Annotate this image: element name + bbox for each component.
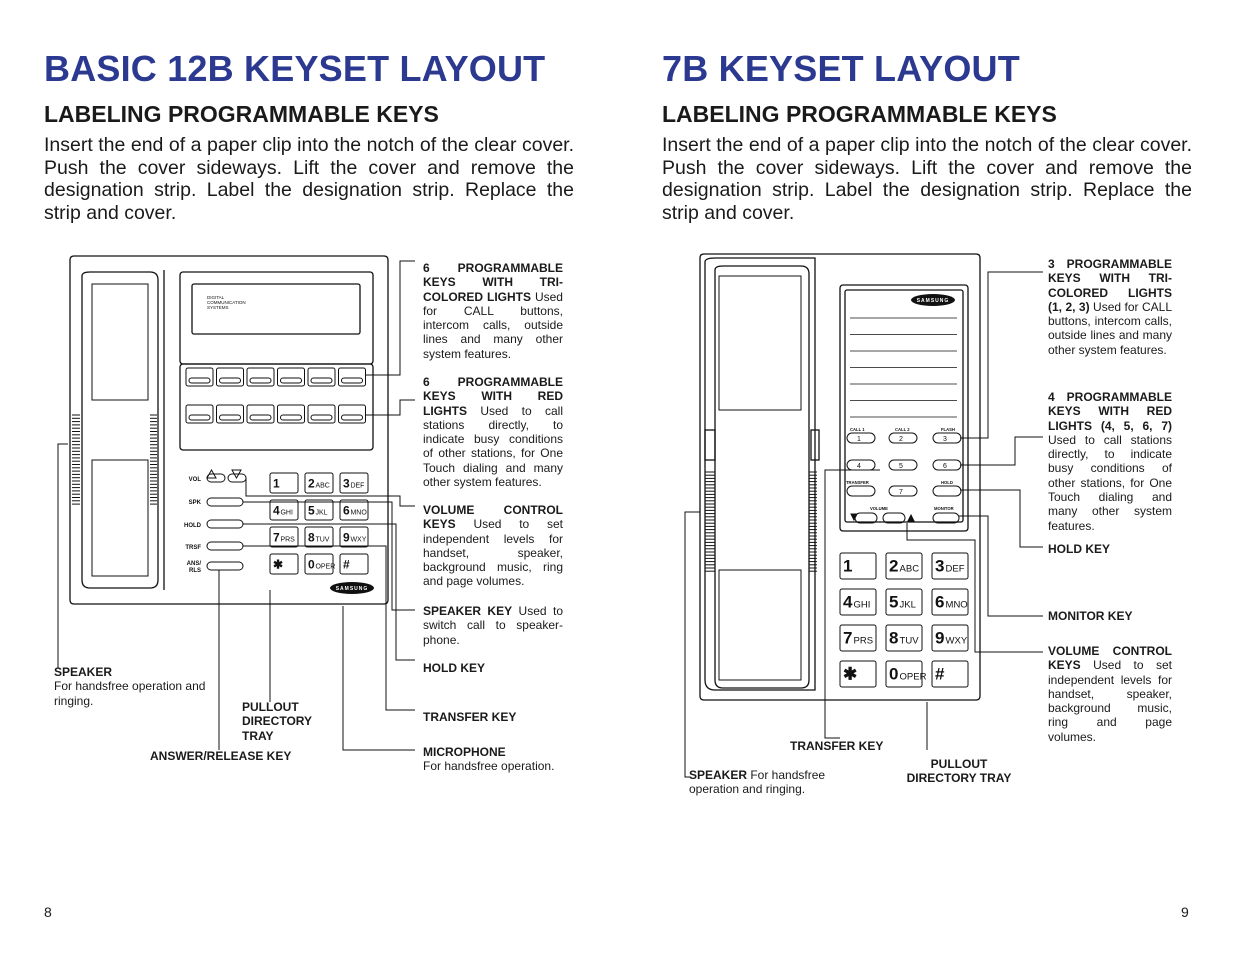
volume-label: VOLUME	[870, 506, 888, 511]
handset	[82, 272, 158, 588]
dial-key	[270, 473, 298, 493]
instructions-right: Insert the end of a paper clip into the notch of the clear cover. Push the cover sideways. Lift the cover and remove the designation strip. Label the designation strip. Replace the strip and cover.	[662, 134, 1192, 225]
svg-text:#: #	[343, 557, 350, 572]
dial-key	[270, 527, 298, 547]
section-heading-right: LABELING PROGRAMMABLE KEYS	[662, 101, 1057, 127]
svg-text:9: 9	[343, 530, 350, 545]
svg-text:8: 8	[308, 530, 315, 545]
dial-key	[840, 661, 876, 687]
programmable-key	[889, 460, 917, 470]
page-number-right: 9	[1181, 904, 1189, 920]
callout-prog-keys-red: 6 PROGRAMMABLE KEYS WITH RED LIGHTS Used to call stations directly, to indicate busy conditions of other stations, for One Touch dialing and many other system features.	[423, 375, 563, 490]
callout-volume-keys: VOLUME CONTROL KEYS Used to set independent levels for handset, speaker, background music, ring and page volumes.	[423, 503, 563, 589]
svg-text:6: 6	[935, 592, 945, 612]
programmable-key-panel	[180, 364, 373, 450]
svg-text:ABC: ABC	[315, 482, 330, 490]
samsung-logo	[330, 582, 374, 594]
dialpad	[840, 553, 968, 687]
call1-label: CALL 1	[850, 427, 865, 432]
callout-hold-key-7b: HOLD KEY	[1048, 542, 1111, 556]
svg-text:3: 3	[343, 476, 350, 491]
callout-prog-keys-tricolor: 6 PROGRAMMABLE KEYS WITH TRI-COLORED LIGHTS Used for CALL buttons, intercom calls, outside lines and many other system features.	[423, 261, 563, 361]
dial-key	[305, 473, 333, 493]
hold-key-label: HOLD	[184, 523, 201, 529]
page-number-left: 8	[44, 904, 52, 920]
programmable-key	[847, 433, 875, 443]
callout-pullout-tray-7b: PULLOUT DIRECTORY TRAY	[906, 757, 1012, 786]
svg-text:1: 1	[273, 476, 280, 491]
svg-text:MNO: MNO	[945, 599, 968, 611]
display-label: DIGITAL	[207, 295, 225, 300]
dial-key	[340, 500, 368, 520]
transfer-key	[207, 542, 243, 550]
dial-key	[305, 554, 335, 574]
svg-text:ABC: ABC	[899, 563, 920, 575]
svg-text:0: 0	[889, 664, 899, 684]
dial-key	[886, 553, 922, 579]
section-heading-left: LABELING PROGRAMMABLE KEYS	[44, 101, 439, 127]
ans-key-label: ANS/	[186, 561, 201, 567]
svg-text:7: 7	[273, 530, 280, 545]
dial-key	[305, 500, 333, 520]
dial-key	[932, 553, 968, 579]
callout-prog-keys-red-7b: 4 PROGRAMMABLE KEYS WITH RED LIGHTS (4, 5, 6, 7) Used to call stations directly, to indicate busy conditions of other stations, for One Touch dialing and many other system features.	[1048, 390, 1172, 533]
svg-text:5: 5	[889, 592, 899, 612]
svg-text:COMMUNICATION: COMMUNICATION	[207, 300, 246, 305]
hold-label: HOLD	[941, 480, 953, 485]
svg-text:TUV: TUV	[315, 536, 330, 544]
programmable-key	[933, 433, 961, 443]
hold-key	[207, 520, 243, 528]
speaker-grille	[705, 472, 817, 571]
callout-answer-release: ANSWER/RELEASE KEY	[150, 749, 292, 763]
svg-text:4: 4	[273, 503, 280, 518]
samsung-logo	[911, 294, 955, 306]
dial-key	[340, 554, 368, 574]
callout-speaker-key: SPEAKER KEY Used to switch call to speaker-phone.	[423, 604, 563, 647]
svg-text:7: 7	[843, 628, 853, 648]
programmable-key	[889, 486, 917, 496]
hold-key	[933, 486, 961, 496]
callout-transfer-key: TRANSFER KEY	[423, 710, 517, 724]
monitor-label: MONITOR	[934, 506, 954, 511]
svg-text:2: 2	[889, 556, 899, 576]
callout-volume-keys-7b: VOLUME CONTROL KEYS Used to set independent levels for handset, speaker, background music, ring and page volumes.	[1048, 644, 1172, 744]
svg-text:OPER: OPER	[315, 563, 336, 571]
svg-text:TUV: TUV	[899, 635, 919, 647]
svg-text:4: 4	[843, 592, 853, 612]
dial-key	[270, 554, 298, 574]
callout-microphone: MICROPHONE For handsfree operation.	[423, 745, 555, 774]
svg-text:PRS: PRS	[853, 635, 874, 647]
dial-key	[886, 661, 927, 687]
display-panel	[180, 272, 373, 364]
callout-speaker: SPEAKER For handsfree operation and ringing.	[54, 665, 206, 708]
svg-text:PRS: PRS	[280, 536, 295, 544]
svg-text:2: 2	[308, 476, 315, 491]
page-title-right: 7B KEYSET LAYOUT	[662, 48, 1020, 89]
spk-key-label: SPK	[188, 500, 201, 506]
trsf-key-label: TRSF	[185, 545, 201, 551]
dial-key	[840, 553, 876, 579]
svg-text:#: #	[935, 664, 945, 684]
svg-text:JKL: JKL	[899, 599, 916, 611]
dial-key	[305, 527, 333, 547]
svg-text:JKL: JKL	[315, 509, 328, 517]
svg-text:7: 7	[899, 489, 903, 496]
phone-body	[70, 256, 388, 604]
svg-text:SYSTEMS: SYSTEMS	[207, 305, 229, 310]
dial-key	[932, 589, 968, 615]
handset	[705, 258, 815, 690]
dial-key	[840, 589, 876, 615]
dial-key	[840, 625, 876, 651]
page-title-left: BASIC 12B KEYSET LAYOUT	[44, 48, 546, 89]
callout-monitor-key-7b: MONITOR KEY	[1048, 609, 1133, 623]
svg-text:3: 3	[935, 556, 945, 576]
answer-release-key	[207, 562, 243, 570]
svg-text:1: 1	[843, 556, 853, 576]
svg-text:5: 5	[308, 503, 315, 518]
dial-key	[270, 500, 298, 520]
svg-text:9: 9	[935, 628, 945, 648]
programmable-keys	[186, 368, 366, 423]
designation-panel	[840, 285, 968, 531]
programmable-key	[889, 433, 917, 443]
callout-speaker-7b: SPEAKER For handsfree operation and ringing.	[689, 768, 826, 797]
vol-key-label: VOL	[188, 477, 201, 483]
svg-text:SAMSUNG: SAMSUNG	[916, 298, 950, 304]
svg-text:DEF: DEF	[350, 482, 365, 490]
svg-text:GHI: GHI	[280, 509, 293, 517]
svg-text:GHI: GHI	[853, 599, 871, 611]
svg-text:✱: ✱	[843, 664, 858, 684]
dial-key	[932, 625, 968, 651]
transfer-label: TRANSFER	[846, 480, 869, 485]
svg-text:3: 3	[943, 436, 947, 443]
callout-pullout-tray: PULLOUT DIRECTORY TRAY	[242, 700, 312, 743]
svg-text:6: 6	[343, 503, 350, 518]
speaker-key	[207, 498, 243, 506]
dial-key	[886, 625, 922, 651]
svg-text:WXY: WXY	[350, 536, 367, 544]
svg-text:SAMSUNG: SAMSUNG	[335, 586, 369, 592]
dial-key	[886, 589, 922, 615]
programmable-key	[847, 460, 875, 470]
transfer-key	[847, 486, 875, 496]
call2-label: CALL 2	[895, 427, 910, 432]
svg-text:DEF: DEF	[945, 563, 965, 575]
callout-hold-key: HOLD KEY	[423, 661, 486, 675]
dial-key	[340, 527, 368, 547]
svg-text:5: 5	[899, 463, 903, 470]
svg-text:8: 8	[889, 628, 899, 648]
svg-text:2: 2	[899, 436, 903, 443]
callout-prog-keys-tricolor-7b: 3 PROGRAMMABLE KEYS WITH TRI-COLORED LIGHTS (1, 2, 3) Used for CALL buttons, intercom calls, outside lines and many other system features.	[1048, 257, 1172, 357]
svg-text:0: 0	[308, 557, 315, 572]
flash-label: FLASH	[941, 427, 955, 432]
dial-key	[932, 661, 968, 687]
dial-key	[340, 473, 368, 493]
svg-text:6: 6	[943, 463, 947, 470]
svg-text:1: 1	[857, 436, 861, 443]
svg-text:MNO: MNO	[350, 509, 367, 517]
svg-text:OPER: OPER	[899, 671, 927, 683]
callout-transfer-key-7b: TRANSFER KEY	[790, 739, 884, 753]
svg-text:✱: ✱	[273, 557, 284, 572]
programmable-key	[933, 460, 961, 470]
svg-text:4: 4	[857, 463, 861, 470]
instructions-left: Insert the end of a paper clip into the notch of the clear cover. Push the cover sideways. Lift the cover and remove the designation strip. Label the designation strip. Replace the strip and cover.	[44, 134, 574, 225]
svg-text:RLS: RLS	[189, 568, 201, 574]
svg-text:WXY: WXY	[945, 635, 968, 647]
